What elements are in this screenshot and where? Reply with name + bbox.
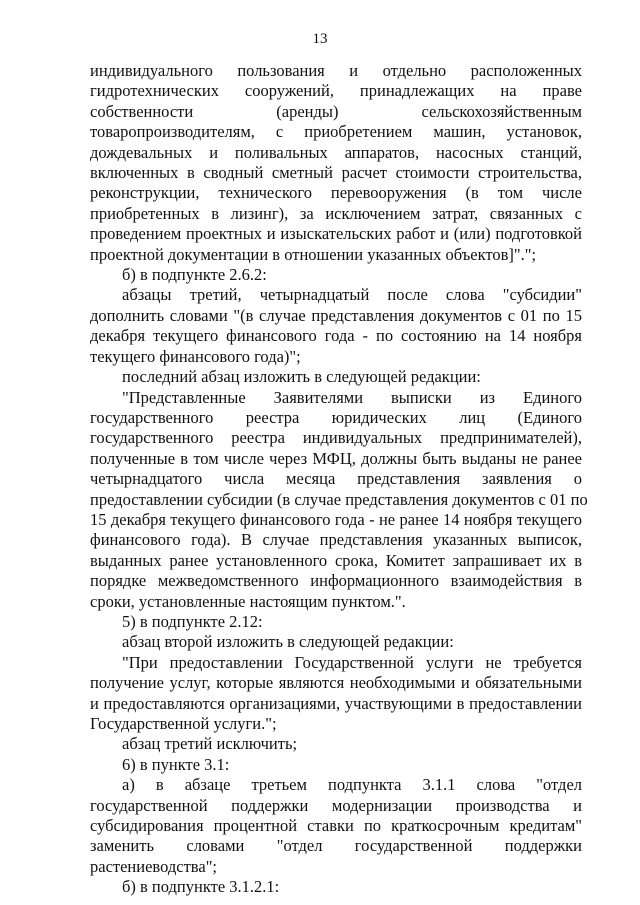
text-line: декабря текущего финансового года - по состоянию на 14 ноября (90, 326, 582, 346)
page-number: 13 (312, 31, 328, 47)
paragraph (90, 775, 582, 877)
text-line: товаропроизводителям, с приобретением машин, установок, (90, 122, 582, 142)
text-line: приобретенных в лизинг), за исключением затрат, связанных с (90, 203, 582, 223)
text-line: выданных ранее установленного срока, Комитет запрашивает их в (90, 550, 582, 570)
text-line: реконструкции, технического перевооружения (в том числе (90, 183, 582, 203)
text-line: Государственной услуги."; (90, 714, 277, 733)
text-line: сроки, установленные настоящим пунктом.". (90, 591, 406, 611)
document-body (90, 61, 588, 898)
text-line: гидротехнических сооружений, принадлежащих на праве (90, 81, 582, 101)
text-line: полученные в том числе через МФЦ, должны быть выданы не ранее (90, 448, 582, 468)
text-line: государственного реестра юридических лиц (Единого (90, 407, 582, 427)
text-line: собственности (аренды) сельскохозяйственным (90, 101, 582, 121)
paragraph (90, 612, 582, 632)
paragraph (90, 877, 582, 897)
text-line: текущего финансового года)"; (90, 346, 301, 366)
text-line: абзац второй изложить в следующей редакции: (122, 632, 454, 652)
text-line: проведением проектных и изыскательских работ и (или) подготовкой (90, 224, 582, 244)
text-line: включенных в сводный сметный расчет стоимости строительства, (90, 163, 582, 183)
text-line: дождевальных и поливальных аппаратов, насосных станций, (90, 142, 582, 162)
text-line: растениеводства"; (90, 856, 218, 876)
paragraph (90, 755, 582, 775)
text-line: "При предоставлении Государственной услуги не требуется (122, 652, 582, 672)
paragraph (90, 367, 582, 387)
text-line: индивидуального пользования и отдельно расположенных (90, 61, 582, 80)
text-line: предоставлении субсидии (в случае представления документов с 01 по (90, 489, 588, 509)
text-line: дополнить словами "(в случае представления документов с 01 по 15 (90, 305, 582, 325)
text-line: абзац третий исключить; (122, 734, 298, 754)
paragraph (90, 387, 588, 612)
text-line: 6) в пункте 3.1: (122, 754, 230, 774)
paragraph (90, 653, 582, 735)
text-line: 5) в подпункте 2.12: (122, 611, 263, 631)
text-line: а) в абзаце третьем подпункта 3.1.1 слова "отдел (122, 775, 582, 795)
text-line: финансового года). В случае представления указанных выписок, (90, 530, 582, 550)
paragraph (90, 285, 582, 367)
text-line: четырнадцатого числа месяца представления заявления о (90, 469, 582, 489)
text-line: заменить словами "отдел государственной поддержки (90, 836, 582, 856)
paragraph (90, 734, 582, 754)
paragraph (90, 632, 582, 652)
text-line: государственной поддержки модернизации производства и (90, 795, 582, 815)
text-line: абзацы третий, четырнадцатый после слова "субсидии" (122, 285, 582, 305)
text-line: проектной документации в отношении указанных объектов]"."; (90, 244, 537, 264)
text-line: государственного реестра индивидуальных предпринимателей), (90, 428, 582, 448)
text-line: порядке межведомственного информационного взаимодействия в (90, 571, 582, 591)
text-line: получение услуг, которые являются необходимыми и обязательными (90, 673, 582, 693)
text-line: б) в подпункте 2.6.2: (122, 265, 267, 285)
paragraph (90, 265, 582, 285)
text-line: "Представленные Заявителями выписки из Единого (122, 387, 582, 407)
text-line: 15 декабря текущего финансового года - не ранее 14 ноября текущего (90, 509, 582, 529)
text-line: б) в подпункте 3.1.2.1: (122, 877, 280, 897)
text-line: последний абзац изложить в следующей редакции: (122, 367, 481, 387)
text-line: субсидирования процентной ставки по краткосрочным кредитам" (90, 816, 582, 836)
paragraph (90, 61, 582, 265)
text-line: и предоставляются организациями, участвующими в предоставлении (90, 693, 582, 713)
